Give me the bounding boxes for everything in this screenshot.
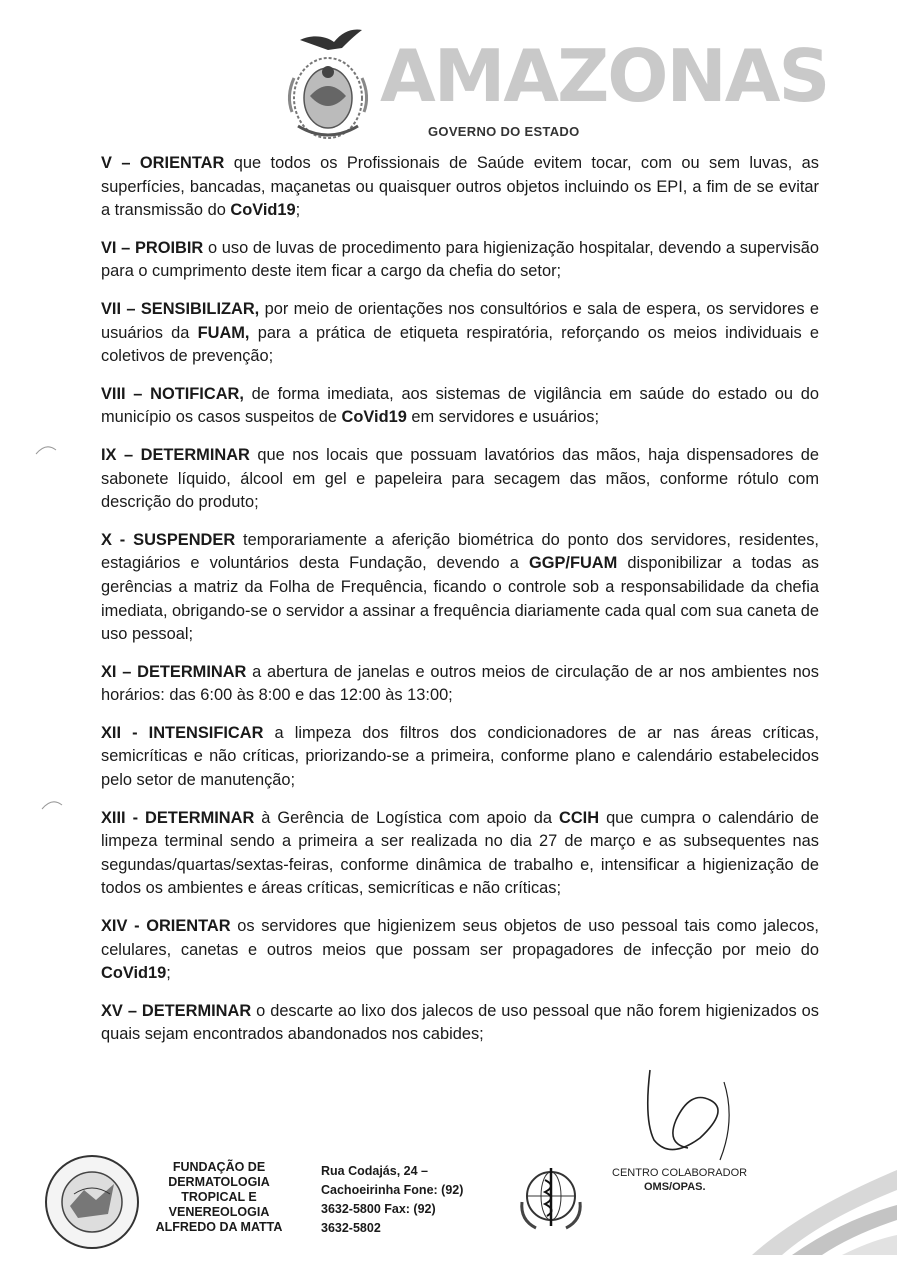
state-brand-wordmark: AMAZONAS [380,34,829,118]
item-text: que cumpra o calendário de limpeza terminal sendo a primeira a ser realizada no dia 27 de março e as subsequentes nas segundas/quartas/sextas-feiras, conforme dinâmica de trabalho e, intensificar a higienização de todos os ambientes e áreas críticas, semicríticas e não críticas; [101,808,820,898]
document-body [101,152,819,1061]
item-paragraph [101,237,819,284]
item-text: que todos os Profissionais de Saúde evitem tocar, com ou sem luvas, as superfícies, bancadas, maçanetas ou quaisquer outros objetos incluindo os EPI, a fim de se evitar a transmissão do [101,154,819,220]
bold-term: GGP/FUAM [528,554,618,573]
item-paragraph [101,152,819,223]
item-heading: IX – DETERMINAR [101,445,250,464]
item-paragraph [101,383,819,430]
bold-term: CoVid19 [230,201,296,220]
item-text: ; [295,201,301,220]
item-text: de forma imediata, aos sistemas de vigilância em saúde do estado ou do município os casos suspeitos de [101,384,819,427]
item-paragraph [101,298,819,369]
bold-term: FUAM, [197,323,250,342]
item-heading: VI – PROIBIR [101,238,204,257]
item-paragraph [101,915,819,986]
item-text: o descarte ao lixo dos jalecos de uso pessoal que não forem higienizados os quais sejam encontrados abandonados nos cabides; [101,1001,819,1044]
item-text: o uso de luvas de procedimento para higienização hospitalar, devendo a supervisão para o cumprimento deste item ficar a cargo da chefia do setor; [101,238,819,281]
item-text: a abertura de janelas e outros meios de circulação de ar nos ambientes nos horários: das 6:00 às 8:00 e das 12:00 às 13:00; [101,662,819,705]
scan-mark [40,795,64,813]
foundation-name: FUNDAÇÃO DE DERMATOLOGIA TROPICAL E VENEREOLOGIA ALFREDO DA MATTA [155,1160,283,1234]
bold-term: CCIH [559,808,600,827]
item-text: em servidores e usuários; [406,408,600,427]
item-paragraph [101,444,819,515]
scan-mark [34,440,58,458]
item-text: que nos locais que possuam lavatórios das mãos, haja dispensadores de sabonete líquido, álcool em gel e papeleira para secagem das mãos, conforme rótulo com descrição do produto; [101,445,820,512]
document-footer [0,1150,897,1280]
item-text: à Gerência de Logística com apoio da [254,808,559,827]
item-heading: VII – SENSIBILIZAR, [101,299,260,318]
item-heading: XII - INTENSIFICAR [101,723,264,742]
foundation-address: Rua Codajás, 24 – Cachoeirinha Fone: (92) 3632-5800 Fax: (92) 3632-5802 [321,1164,464,1235]
item-text: os servidores que higienizem seus objetos de uso pessoal tais como jalecos, celulares, canetas e outros meios que possam ser propagadores de infecção por meio do [101,917,819,959]
item-paragraph [101,529,819,647]
item-paragraph [101,661,819,708]
collaborating-center-label: CENTRO COLABORADOR OMS/OPAS. [612,1167,748,1193]
bold-term: CoVid19 [341,408,407,427]
document-header [0,0,897,150]
item-paragraph [101,1000,819,1047]
item-text: por meio de orientações nos consultórios e sala de espera, os servidores e usuários da [101,299,819,342]
who-emblem-icon [516,1162,586,1234]
item-heading: XI – DETERMINAR [101,662,247,681]
item-text: temporariamente a aferição biométrica do ponto dos servidores, residentes, estagiários e voluntários desta Fundação, devendo a [101,530,819,573]
item-heading: X - SUSPENDER [101,530,236,549]
item-heading: VIII – NOTIFICAR, [101,384,244,403]
government-subtitle: GOVERNO DO ESTADO [428,124,580,139]
state-coat-of-arms-icon [282,26,374,148]
item-paragraph [101,722,819,793]
item-text: para a prática de etiqueta respiratória, reforçando os meios individuais e coletivos de prevenção; [101,323,819,366]
item-text: a limpeza dos filtros dos condicionadores de ar nas áreas críticas, semicríticas e não críticas, priorizando-se a primeira, conforme plano e calendário estabelecidos pelo setor de manutenção; [101,723,820,790]
item-text: ; [166,964,171,983]
foundation-seal-logo [44,1154,140,1250]
item-heading: V – ORIENTAR [101,154,225,172]
item-heading: XV – DETERMINAR [101,1001,252,1020]
item-paragraph [101,807,819,901]
decorative-swoosh [742,1150,897,1255]
item-heading: XIII - DETERMINAR [101,808,255,827]
item-text: disponibilizar a todas as gerências a matriz da Folha de Frequência, ficando o controle sob a responsabilidade da chefia imediata, obrigando-se o servidor a assinar a frequência diariamente cada qual com sua caneta de uso pessoal; [101,554,820,644]
bold-term: CoVid19 [101,964,167,983]
item-heading: XIV - ORIENTAR [101,917,231,936]
